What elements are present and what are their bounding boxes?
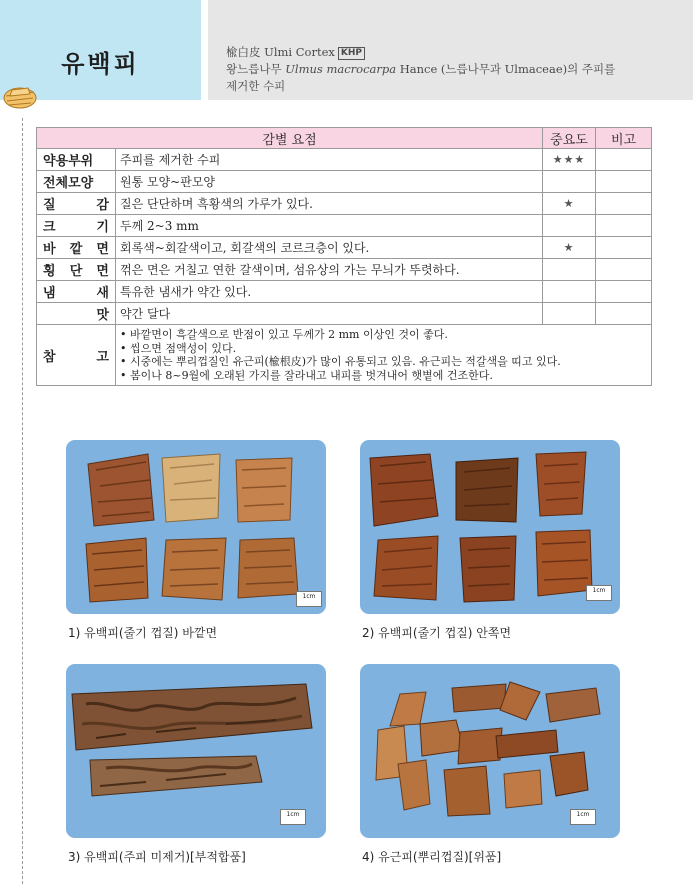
row-text: 꺾은 면은 거칠고 연한 갈색이며, 섬유상의 가는 무늬가 뚜렷하다. <box>116 259 543 281</box>
row-importance: ★★★ <box>543 149 596 171</box>
bark-pieces-illustration <box>66 440 326 614</box>
row-label: 질 감 <box>37 193 116 215</box>
row-remark <box>596 303 652 325</box>
row-text: 회록색~회갈색이고, 회갈색의 코르크층이 있다. <box>116 237 543 259</box>
scale-bar: 1cm <box>280 809 306 825</box>
notes-cell <box>116 325 652 386</box>
row-label: 맛 <box>37 303 116 325</box>
row-importance: ★ <box>543 193 596 215</box>
row-text: 주피를 제거한 수피 <box>116 149 543 171</box>
origin-species: Ulmus macrocarpa <box>285 62 397 76</box>
row-label: 바 깥 면 <box>37 237 116 259</box>
notes-list <box>120 328 647 382</box>
origin-suffix: Hance (느릅나무과 Ulmaceae)의 주피를 <box>396 62 616 76</box>
herb-bundle-icon <box>0 78 40 114</box>
table-header-row <box>37 128 652 149</box>
row-remark <box>596 237 652 259</box>
note-item: • 바깥면이 흑갈색으로 반점이 있고 두께가 2 mm 이상인 것이 좋다. <box>120 328 647 342</box>
header-main: 감별 요점 <box>37 128 543 149</box>
row-remark <box>596 281 652 303</box>
notes-label: 참 고 <box>37 325 116 386</box>
note-item: • 시중에는 뿌리껍질인 유근피(楡根皮)가 많이 유통되고 있음. 유근피는 적갈색을 띠고 있다. <box>120 355 647 369</box>
scale-bar: 1cm <box>586 585 612 601</box>
latin-name-line <box>226 44 365 60</box>
table-row <box>37 303 652 325</box>
note-item: • 봄이나 8~9월에 오래된 가지를 잘라내고 내피를 벗겨내어 햇볕에 건조한다. <box>120 369 647 383</box>
table-row <box>37 215 652 237</box>
origin-prefix: 왕느릅나무 <box>226 62 286 76</box>
row-remark <box>596 259 652 281</box>
photo-caption: 4) 유근피(뿌리껍질)[위품] <box>362 850 502 864</box>
photo-bark-with-periderm <box>66 664 326 838</box>
notes-row <box>37 325 652 386</box>
scale-bar: 1cm <box>570 809 596 825</box>
table-row <box>37 149 652 171</box>
row-label: 횡 단 면 <box>37 259 116 281</box>
table-row <box>37 193 652 215</box>
bark-pieces-illustration <box>360 440 620 614</box>
photo-caption: 1) 유백피(줄기 껍질) 바깥면 <box>68 626 218 640</box>
khp-badge: KHP <box>338 47 365 60</box>
row-text: 특유한 냄새가 약간 있다. <box>116 281 543 303</box>
photo-stem-bark-inner <box>360 440 620 614</box>
description-panel <box>208 0 693 100</box>
row-importance <box>543 215 596 237</box>
row-label: 냄 새 <box>37 281 116 303</box>
origin-line <box>226 61 615 77</box>
header-remark: 비고 <box>596 128 652 149</box>
table-row <box>37 237 652 259</box>
row-label: 약용부위 <box>37 149 116 171</box>
row-importance <box>543 303 596 325</box>
row-remark <box>596 193 652 215</box>
page-title: 유백피 <box>61 50 140 78</box>
photo-stem-bark-outer <box>66 440 326 614</box>
latin-name: 楡白皮 Ulmi Cortex <box>226 45 335 59</box>
row-importance <box>543 171 596 193</box>
row-label: 크 기 <box>37 215 116 237</box>
table-row <box>37 171 652 193</box>
header-importance: 중요도 <box>543 128 596 149</box>
row-text: 약간 달다 <box>116 303 543 325</box>
row-text: 질은 단단하며 흑황색의 가루가 있다. <box>116 193 543 215</box>
note-item: • 씹으면 점액성이 있다. <box>120 342 647 356</box>
row-importance <box>543 281 596 303</box>
row-importance: ★ <box>543 237 596 259</box>
identification-table <box>36 127 652 386</box>
page-binding-line <box>22 118 23 884</box>
scale-bar: 1cm <box>296 591 322 607</box>
row-text: 두께 2~3 mm <box>116 215 543 237</box>
photo-caption: 2) 유백피(줄기 껍질) 안쪽면 <box>362 626 512 640</box>
row-label: 전체모양 <box>37 171 116 193</box>
row-remark <box>596 149 652 171</box>
row-text: 원통 모양~판모양 <box>116 171 543 193</box>
row-remark <box>596 171 652 193</box>
photo-caption: 3) 유백피(주피 미제거)[부적합품] <box>68 850 246 864</box>
table-row <box>37 281 652 303</box>
origin-line-2: 제거한 수피 <box>226 79 286 93</box>
row-remark <box>596 215 652 237</box>
row-importance <box>543 259 596 281</box>
table-row <box>37 259 652 281</box>
photo-root-bark <box>360 664 620 838</box>
